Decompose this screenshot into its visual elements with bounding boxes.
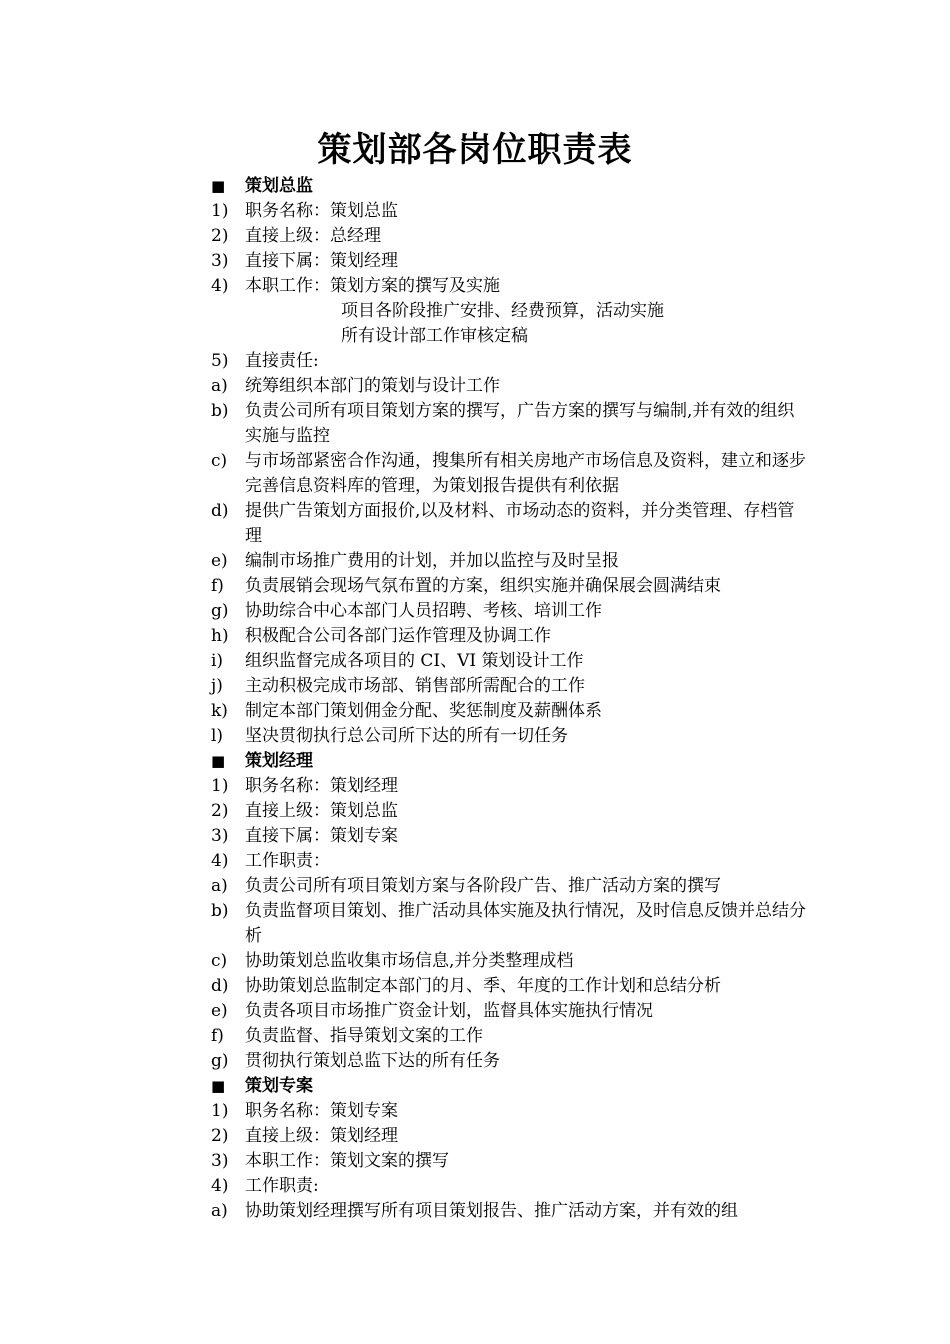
square-bullet-icon: ■ (211, 752, 226, 770)
item-text: 职务名称：策划专案 (245, 1101, 398, 1121)
list-marker: 4) (211, 851, 229, 871)
section-title: 策划专案 (245, 1076, 313, 1096)
list-item (211, 824, 811, 849)
list-item (211, 899, 811, 949)
section-title: 策划经理 (245, 751, 313, 771)
item-text: 协助策划总监制定本部门的月、季、年度的工作计划和总结分析 (245, 976, 721, 996)
item-text: 编制市场推广费用的计划，并加以监控与及时呈报 (245, 551, 619, 571)
item-text: 负责公司所有项目策划方案的撰写，广告方案的撰写与编制,并有效的组织实施与监控 (245, 401, 795, 446)
list-item (211, 399, 811, 449)
list-item (211, 599, 811, 624)
list-item (211, 574, 811, 599)
item-text: 项目各阶段推广安排、经费预算，活动实施 (341, 301, 664, 321)
list-marker: g) (211, 1051, 229, 1071)
list-marker: d) (211, 976, 229, 996)
list-item (211, 1099, 811, 1124)
list-marker: 3) (211, 1151, 229, 1171)
list-item (211, 324, 811, 349)
list-item (211, 674, 811, 699)
list-item (211, 774, 811, 799)
list-marker: c) (211, 951, 228, 971)
list-item (211, 1124, 811, 1149)
item-text: 所有设计部工作审核定稿 (341, 326, 528, 346)
list-marker: e) (211, 551, 228, 571)
list-marker: b) (211, 401, 229, 421)
item-text: 负责各项目市场推广资金计划，监督具体实施执行情况 (245, 1001, 653, 1021)
item-text: 直接下属：策划专案 (245, 826, 398, 846)
list-marker: 2) (211, 226, 229, 246)
list-marker: 3) (211, 251, 229, 271)
list-marker: h) (211, 626, 229, 646)
item-text: 提供广告策划方面报价,以及材料、市场动态的资料，并分类管理、存档管理 (245, 501, 795, 546)
list-item (211, 549, 811, 574)
list-marker: a) (211, 376, 228, 396)
section-heading (211, 749, 811, 774)
item-text: 本职工作：策划文案的撰写 (245, 1151, 449, 1171)
list-marker: a) (211, 876, 228, 896)
list-marker: a) (211, 1201, 228, 1221)
list-marker (211, 299, 245, 324)
list-marker: 1) (211, 1101, 229, 1121)
list-item (211, 299, 811, 324)
list-item (211, 374, 811, 399)
list-marker: 5) (211, 351, 229, 371)
list-marker: 1) (211, 201, 229, 221)
item-text: 直接责任: (245, 351, 319, 371)
list-marker: b) (211, 901, 229, 921)
list-marker: 4) (211, 1176, 229, 1196)
list-marker: f) (211, 576, 224, 596)
list-item (211, 624, 811, 649)
list-item (211, 224, 811, 249)
list-item (211, 1024, 811, 1049)
list-item (211, 699, 811, 724)
list-marker: j) (211, 676, 223, 696)
item-text: 协助综合中心本部门人员招聘、考核、培训工作 (245, 601, 602, 621)
list-marker: 2) (211, 801, 229, 821)
item-text: 积极配合公司各部门运作管理及协调工作 (245, 626, 551, 646)
item-text: 协助策划总监收集市场信息,并分类整理成档 (245, 951, 574, 971)
list-item (211, 949, 811, 974)
document-title: 策划部各岗位职责表 (317, 130, 633, 170)
list-marker: 4) (211, 276, 229, 296)
list-item (211, 999, 811, 1024)
list-marker: c) (211, 451, 228, 471)
list-item (211, 874, 811, 899)
list-marker (211, 324, 245, 349)
list-marker: l) (211, 726, 224, 746)
list-item (211, 199, 811, 224)
item-text: 直接上级：策划经理 (245, 1126, 398, 1146)
list-item (211, 499, 811, 549)
list-item (211, 1149, 811, 1174)
list-item (211, 1199, 811, 1224)
item-text: 负责展销会现场气氛布置的方案，组织实施并确保展会圆满结束 (245, 576, 721, 596)
list-marker: 3) (211, 826, 229, 846)
list-marker: e) (211, 1001, 228, 1021)
item-text: 负责公司所有项目策划方案与各阶段广告、推广活动方案的撰写 (245, 876, 721, 896)
square-bullet-icon: ■ (211, 177, 226, 195)
list-item (211, 1174, 811, 1199)
item-text: 工作职责： (245, 851, 330, 871)
item-text: 协助策划经理撰写所有项目策划报告、推广活动方案，并有效的组 (245, 1201, 738, 1221)
list-item (211, 849, 811, 874)
list-item (211, 1049, 811, 1074)
item-text: 统筹组织本部门的策划与设计工作 (245, 376, 500, 396)
square-bullet-icon: ■ (211, 1077, 226, 1095)
item-text: 主动积极完成市场部、销售部所需配合的工作 (245, 676, 585, 696)
list-marker: 2) (211, 1126, 229, 1146)
item-text: 贯彻执行策划总监下达的所有任务 (245, 1051, 500, 1071)
list-marker: k) (211, 701, 228, 721)
list-item (211, 799, 811, 824)
item-text: 负责监督项目策划、推广活动具体实施及执行情况，及时信息反馈并总结分析 (245, 901, 806, 946)
section-title: 策划总监 (245, 176, 313, 196)
section-heading (211, 174, 811, 199)
list-item (211, 274, 811, 299)
item-text: 与市场部紧密合作沟通，搜集所有相关房地产市场信息及资料，建立和逐步完善信息资料库的管理，为策划报告提供有利依据 (245, 451, 806, 496)
list-marker: g) (211, 601, 229, 621)
item-text: 职务名称：策划总监 (245, 201, 398, 221)
list-item (211, 349, 811, 374)
list-item (211, 249, 811, 274)
item-text: 工作职责: (245, 1176, 319, 1196)
item-text: 制定本部门策划佣金分配、奖惩制度及薪酬体系 (245, 701, 602, 721)
item-text: 坚决贯彻执行总公司所下达的所有一切任务 (245, 726, 568, 746)
item-text: 直接下属：策划经理 (245, 251, 398, 271)
item-text: 负责监督、指导策划文案的工作 (245, 1026, 483, 1046)
list-marker: i) (211, 651, 224, 671)
list-marker: f) (211, 1026, 224, 1046)
item-text: 直接上级：策划总监 (245, 801, 398, 821)
list-marker: d) (211, 501, 229, 521)
item-text: 职务名称：策划经理 (245, 776, 398, 796)
list-item (211, 649, 811, 674)
section-heading (211, 1074, 811, 1099)
item-text: 直接上级：总经理 (245, 226, 381, 246)
list-item (211, 449, 811, 499)
list-marker: 1) (211, 776, 229, 796)
list-item (211, 974, 811, 999)
list-item (211, 724, 811, 749)
item-text: 本职工作：策划方案的撰写及实施 (245, 276, 500, 296)
duty-list (211, 174, 811, 1224)
item-text: 组织监督完成各项目的 CI、VI 策划设计工作 (245, 651, 584, 671)
